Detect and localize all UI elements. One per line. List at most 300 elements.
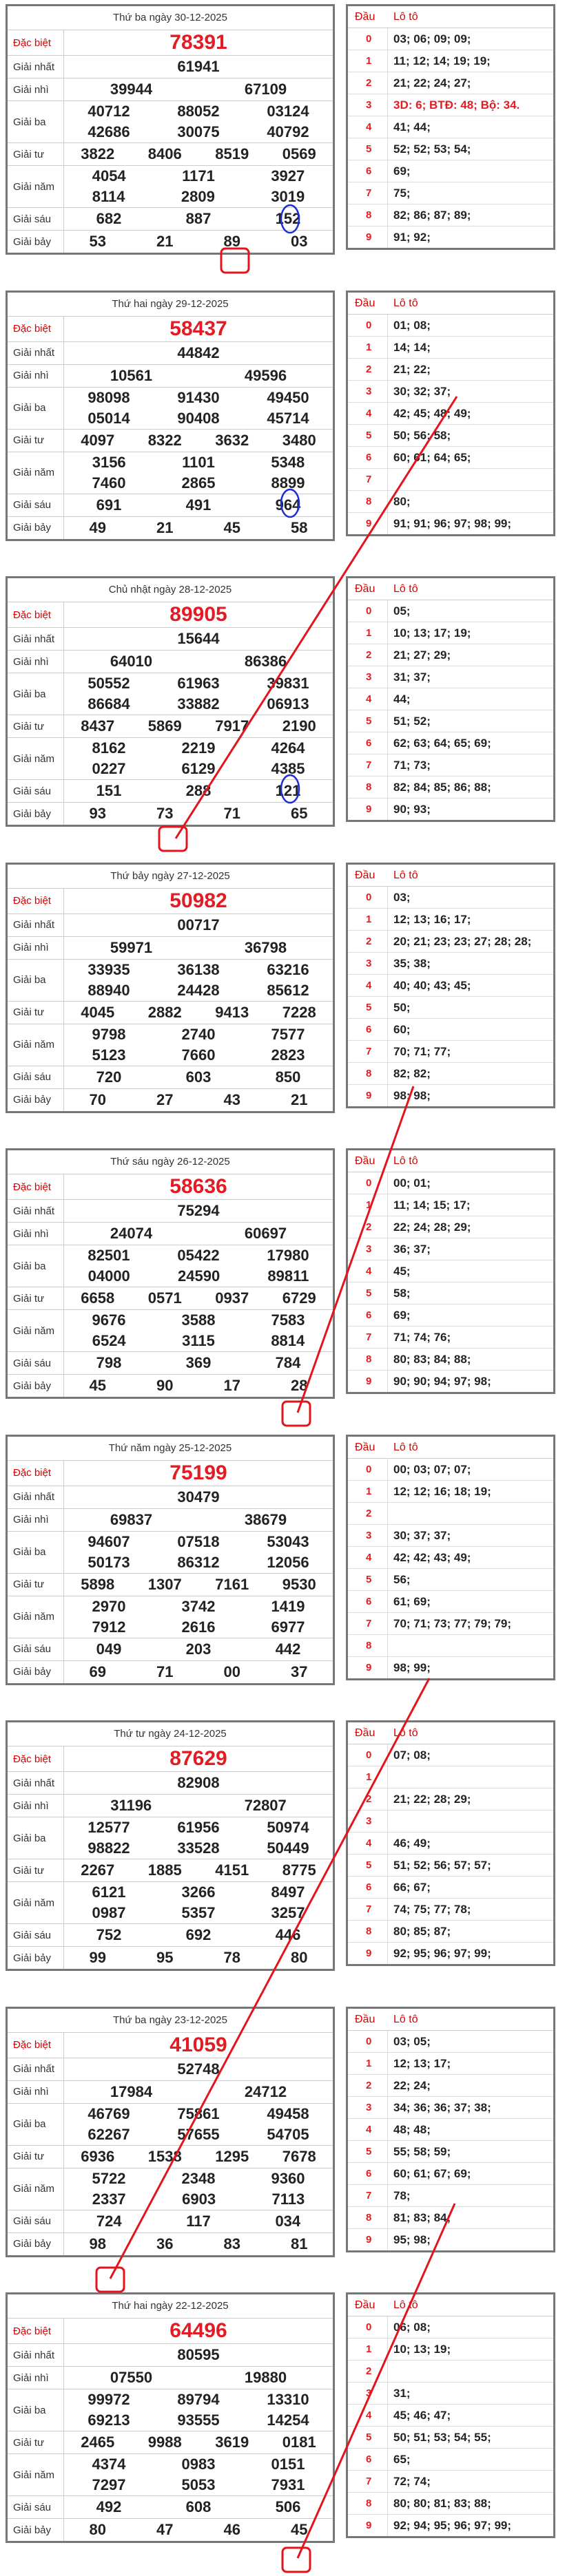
prize-number: 3019 [271,188,305,205]
loto-tail-values: 82; 84; 85; 86; 88; [393,781,491,794]
prize-number: 3822 [81,145,115,162]
prize-values [64,914,333,936]
loto-tail-label: Lô tô [393,2013,418,2025]
loto-tail-values: 11; 12; 14; 19; 19; [393,54,491,67]
prize-label: Giải ba [8,1817,64,1859]
prize-number: 38679 [244,1510,287,1528]
prize-label: Giải sáu [8,1352,64,1374]
prize-line [64,231,333,253]
loto-tail-values: 22; 24; [393,2078,431,2092]
prize-row-g7 [8,231,333,253]
day-block [0,286,576,574]
loto-row [348,116,553,138]
prize-number: 5123 [92,1046,126,1064]
prize-number: 117 [186,2212,211,2230]
prize-values [64,1310,333,1351]
prize-row-g4 [8,1859,333,1882]
prize-number: 1101 [182,453,215,471]
loto-head-digit: 6 [348,447,388,468]
prize-line [64,980,333,1001]
loto-tail-values: 60; 61; 67; 69; [393,2166,471,2180]
prize-values [64,602,333,627]
loto-head-digit: 2 [348,931,388,952]
loto-head-digit: 1 [348,622,388,644]
prize-number: 37 [291,1662,308,1680]
prize-number: 152 [275,210,301,227]
loto-head-digit: 1 [348,337,388,358]
draw-date-title: Thứ ba ngày 30-12-2025 [8,6,333,30]
prize-line [64,937,333,959]
loto-head-digit: 0 [348,1744,388,1766]
loto-tail-values: 00; 01; [393,1176,431,1190]
loto-row [348,1305,553,1327]
loto-tail-values: 80; 85; 87; [393,1925,451,1938]
prize-number: 72807 [244,1797,287,1814]
loto-row [348,931,553,953]
loto-tail-values: 56; [393,1572,411,1586]
prize-number: 21 [156,233,174,250]
prize-values [64,231,333,253]
prize-number: 69 [89,1662,106,1680]
prize-number: 31196 [110,1797,152,1814]
loto-tail-values: 65; [393,2453,411,2466]
loto-tail-values: 21; 22; [393,362,431,376]
prize-values [64,1223,333,1245]
prize-number: 82908 [177,1774,220,1791]
loto-table [346,1720,555,1966]
loto-row [348,513,553,534]
prize-number: 80595 [177,2346,220,2363]
loto-head-digit: 5 [348,1569,388,1590]
loto-table [346,4,555,250]
loto-row [348,2119,553,2141]
prize-row-g4 [8,143,333,166]
loto-row [348,2075,553,2097]
loto-head-digit: 8 [348,204,388,226]
loto-head-digit: 0 [348,2316,388,2338]
prize-number: 2616 [181,1618,216,1636]
loto-head-digit: 5 [348,1855,388,1876]
prize-row-g4 [8,2431,333,2454]
prize-number: 07550 [110,2369,153,2386]
prize-number: 44842 [177,344,220,361]
prize-number: 4054 [92,167,126,184]
special-prize-number: 78391 [169,31,227,54]
loto-tail-values: 41; 44; [393,120,431,134]
prize-number: 3619 [215,2434,249,2451]
loto-row [348,1525,553,1547]
prize-values [64,1066,333,1088]
loto-tail-values: 45; 46; 47; [393,2409,451,2422]
prize-row-g2 [8,1509,333,1532]
prize-line [64,2146,333,2168]
prize-number: 17980 [267,1247,309,1264]
loto-head-digit: 4 [348,1833,388,1854]
prize-line [64,2124,333,2145]
prize-values [64,628,333,650]
prize-number: 3742 [181,1597,216,1615]
prize-row-g7 [8,803,333,825]
prize-number: 9530 [282,1575,316,1593]
prize-row-g7 [8,517,333,539]
prize-values [64,2146,333,2168]
loto-tail-values: 80; 83; 84; 88; [393,1353,471,1366]
loto-table [346,1435,555,1680]
loto-head-digit: 8 [348,1921,388,1942]
prize-label: Giải sáu [8,208,64,230]
loto-tail-values: 50; 56; 58; [393,428,451,442]
prize-number: 88940 [88,981,130,999]
prize-row-g4 [8,430,333,452]
prize-row-g2 [8,2081,333,2104]
prize-line [64,1817,333,1838]
prize-row-g2 [8,78,333,101]
prize-number: 8519 [215,145,249,162]
prize-line [64,1024,333,1045]
loto-head-digit: 8 [348,1635,388,1656]
results-table [6,863,335,1113]
prize-label: Đặc biệt [8,2319,64,2343]
prize-number: 6729 [282,1289,316,1307]
day-block [0,2288,576,2576]
prize-label: Giải sáu [8,2210,64,2232]
loto-table [346,2292,555,2538]
prize-line [64,1795,333,1817]
loto-header [348,1722,553,1744]
loto-row [348,887,553,909]
day-block [0,1716,576,2004]
prize-number: 99 [89,1949,106,1966]
prize-number: 8162 [92,739,126,757]
loto-head-digit: 1 [348,2053,388,2074]
loto-row [348,1260,553,1282]
draw-date-title: Thứ hai ngày 29-12-2025 [8,293,333,317]
prize-line [64,1174,333,1199]
prize-row-g2 [8,1795,333,1817]
loto-row [348,953,553,975]
prize-number: 4045 [81,1003,115,1021]
prize-row-db [8,2319,333,2344]
results-table [6,2292,335,2543]
prize-line [64,1310,333,1331]
loto-head-digit: 5 [348,138,388,160]
prize-values [64,1486,333,1508]
prize-row-db [8,1746,333,1772]
prize-row-g7 [8,1947,333,1969]
prize-number: 121 [275,782,301,799]
prize-number: 2865 [181,474,216,492]
loto-row [348,425,553,447]
loto-head-digit: 5 [348,997,388,1018]
loto-tail-label: Lô tô [393,583,418,595]
loto-tail-values: 91; 91; 96; 97; 98; 99; [393,516,512,530]
loto-head-digit: 0 [348,600,388,622]
loto-tail-values: 69; [393,1309,411,1322]
prize-number: 9988 [147,2434,182,2451]
loto-tail-values: 50; [393,1000,411,1014]
prize-number: 151 [96,782,122,799]
prize-line [64,166,333,187]
prize-row-g4 [8,1287,333,1310]
prize-row-g5 [8,1882,333,1924]
prize-number: 45 [223,518,240,536]
prize-number: 8437 [81,717,115,735]
loto-row [348,1349,553,1371]
loto-row [348,2383,553,2405]
loto-head-digit: 2 [348,1503,388,1524]
prize-line [64,889,333,914]
prize-values [64,1002,333,1024]
loto-tail-label: Lô tô [393,2299,418,2311]
loto-head-digit: 0 [348,315,388,336]
loto-tail-values: 62; 63; 64; 65; 69; [393,737,491,750]
prize-line [64,2475,333,2495]
prize-number: 5869 [147,717,182,735]
loto-head-digit: 6 [348,1591,388,1612]
prize-values [64,2496,333,2518]
loto-tail-values: 06; 08; [393,2321,431,2334]
prize-number: 9413 [215,1003,249,1021]
prize-label: Giải ba [8,1245,64,1287]
day-block [0,2003,576,2290]
prize-line [64,143,333,165]
loto-head-label: Đầu [355,11,376,23]
prize-label: Giải nhất [8,1772,64,1794]
prize-number: 7912 [92,1618,126,1636]
day-block [0,1430,576,1718]
loto-head-label: Đầu [355,2013,376,2025]
prize-line [64,673,333,694]
loto-head-digit: 4 [348,116,388,138]
prize-number: 05014 [88,409,130,427]
prize-number: 86684 [88,695,130,712]
prize-values [64,452,333,494]
prize-number: 7161 [215,1575,249,1593]
loto-header [348,865,553,887]
loto-row [348,2449,553,2471]
loto-head-digit: 0 [348,28,388,50]
prize-row-g4 [8,1574,333,1596]
loto-tail-values: 80; 80; 81; 83; 88; [393,2497,491,2510]
loto-head-label: Đầu [355,583,376,595]
loto-row [348,1833,553,1855]
loto-row [348,1877,553,1899]
loto-head-digit: 2 [348,2361,388,2382]
loto-head-digit: 6 [348,2163,388,2184]
loto-head-digit: 9 [348,2229,388,2250]
prize-row-db [8,1174,333,1200]
prize-number: 43 [223,1090,240,1108]
loto-head-digit: 6 [348,1305,388,1326]
prize-label: Giải sáu [8,1066,64,1088]
prize-line [64,1200,333,1222]
prize-line [64,1574,333,1596]
prize-number: 5898 [81,1575,115,1593]
loto-row [348,2185,553,2207]
prize-number: 98822 [88,1839,130,1857]
prize-line [64,2233,333,2255]
loto-tail-values: 98; 98; [393,1088,431,1102]
prize-line [64,1859,333,1881]
loto-head-digit: 2 [348,72,388,94]
prize-values [64,1352,333,1374]
special-prize-number: 41059 [169,2033,227,2056]
prize-number: 0151 [271,2456,305,2473]
prize-number: 7113 [271,2190,305,2208]
prize-line [64,2319,333,2343]
loto-row [348,644,553,666]
prize-row-g3 [8,1532,333,1574]
loto-tail-values: 03; 06; 09; 09; [393,32,471,45]
prize-line [64,715,333,737]
loto-head-digit: 4 [348,403,388,424]
prize-values [64,738,333,779]
prize-number: 75861 [177,2104,220,2122]
loto-tail-values: 92; 95; 96; 97; 99; [393,1947,491,1960]
prize-line [64,628,333,650]
prize-number: 52748 [177,2060,220,2078]
prize-values [64,2033,333,2058]
prize-row-g1 [8,2344,333,2367]
prize-line [64,56,333,78]
special-prize-number: 58437 [169,317,227,340]
prize-line [64,430,333,452]
prize-values [64,2104,333,2145]
loto-row [348,138,553,160]
prize-number: 00 [223,1662,240,1680]
prize-number: 2465 [81,2434,115,2451]
prize-values [64,1461,333,1486]
prize-label: Giải nhất [8,342,64,364]
prize-values [64,2168,333,2210]
loto-head-digit: 5 [348,710,388,732]
loto-tail-values: 55; 58; 59; [393,2144,451,2158]
prize-line [64,803,333,825]
loto-tail-values: 12; 13; 16; 17; [393,912,471,926]
prize-row-g5 [8,1024,333,1066]
prize-number: 0987 [92,1904,126,1921]
prize-number: 49458 [267,2104,309,2122]
prize-number: 49450 [267,388,309,406]
prize-line [64,1287,333,1309]
loto-head-digit: 9 [348,1085,388,1106]
prize-line [64,101,333,122]
prize-number: 40792 [267,123,309,140]
loto-tail-values: 70; 71; 77; [393,1044,451,1058]
prize-line [64,1638,333,1660]
prize-number: 2190 [282,717,316,735]
prize-label: Giải tư [8,430,64,452]
results-table [6,1435,335,1685]
prize-line [64,1352,333,1374]
prize-number: 6121 [92,1883,126,1901]
prize-number: 9798 [92,1025,126,1043]
prize-line [64,2454,333,2475]
loto-row [348,1216,553,1238]
loto-row [348,2515,553,2536]
prize-number: 288 [185,782,212,799]
prize-values [64,803,333,825]
prize-values [64,1509,333,1531]
loto-row [348,799,553,820]
loto-row [348,1921,553,1943]
loto-row [348,226,553,248]
prize-row-g4 [8,2146,333,2168]
draw-date-title: Thứ ba ngày 23-12-2025 [8,2009,333,2033]
prize-label: Giải năm [8,2454,64,2495]
prize-number: 720 [96,1068,122,1086]
prize-row-g6 [8,2496,333,2519]
prize-label: Giải bảy [8,1375,64,1397]
loto-row [348,2229,553,2250]
loto-head-digit: 9 [348,1657,388,1678]
prize-number: 8497 [271,1883,305,1901]
loto-row [348,1810,553,1833]
prize-number: 90 [156,1377,174,1394]
loto-row [348,2053,553,2075]
loto-tail-values: 03; [393,890,411,904]
loto-row [348,1569,553,1591]
prize-number: 36 [156,2235,174,2252]
loto-head-digit: 3 [348,381,388,402]
prize-line [64,122,333,142]
loto-tail-label: Lô tô [393,1727,418,1739]
loto-header [348,1150,553,1172]
prize-label: Đặc biệt [8,1461,64,1486]
prize-row-g6 [8,780,333,803]
prize-label: Giải nhì [8,937,64,959]
loto-header [348,2009,553,2031]
prize-number: 6903 [182,2190,216,2208]
loto-tail-values: 03; 05; [393,2034,431,2048]
prize-label: Giải năm [8,1310,64,1351]
loto-head-label: Đầu [355,869,376,881]
prize-number: 442 [275,1640,301,1658]
prize-number: 89794 [177,2391,220,2408]
prize-row-g6 [8,1352,333,1375]
loto-head-digit: 3 [348,666,388,688]
loto-tail-values: 10; 13; 17; 19; [393,626,471,640]
loto-tail-values: 92; 94; 95; 96; 97; 99; [393,2519,512,2532]
prize-number: 3927 [271,167,305,184]
prize-line [64,759,333,779]
prize-line [64,342,333,364]
prize-line [64,780,333,802]
prize-label: Giải năm [8,452,64,494]
prize-number: 69837 [110,1510,153,1528]
prize-number: 62267 [88,2125,130,2143]
prize-row-g4 [8,715,333,738]
prize-row-g7 [8,1375,333,1397]
loto-row [348,2493,553,2515]
loto-tail-values: 50; 51; 53; 54; 55; [393,2431,491,2444]
prize-values [64,937,333,959]
day-block [0,0,576,288]
prize-number: 6977 [271,1618,305,1636]
prize-line [64,494,333,516]
loto-row [348,1238,553,1260]
prize-number: 45714 [267,409,309,427]
prize-number: 3156 [92,453,126,471]
prize-values [64,1574,333,1596]
prize-line [64,602,333,627]
prize-row-g1 [8,1772,333,1795]
loto-head-digit: 4 [348,2119,388,2140]
loto-tail-values: 40; 40; 43; 45; [393,978,471,992]
prize-values [64,1772,333,1794]
loto-row [348,359,553,381]
prize-number: 24590 [178,1267,220,1285]
